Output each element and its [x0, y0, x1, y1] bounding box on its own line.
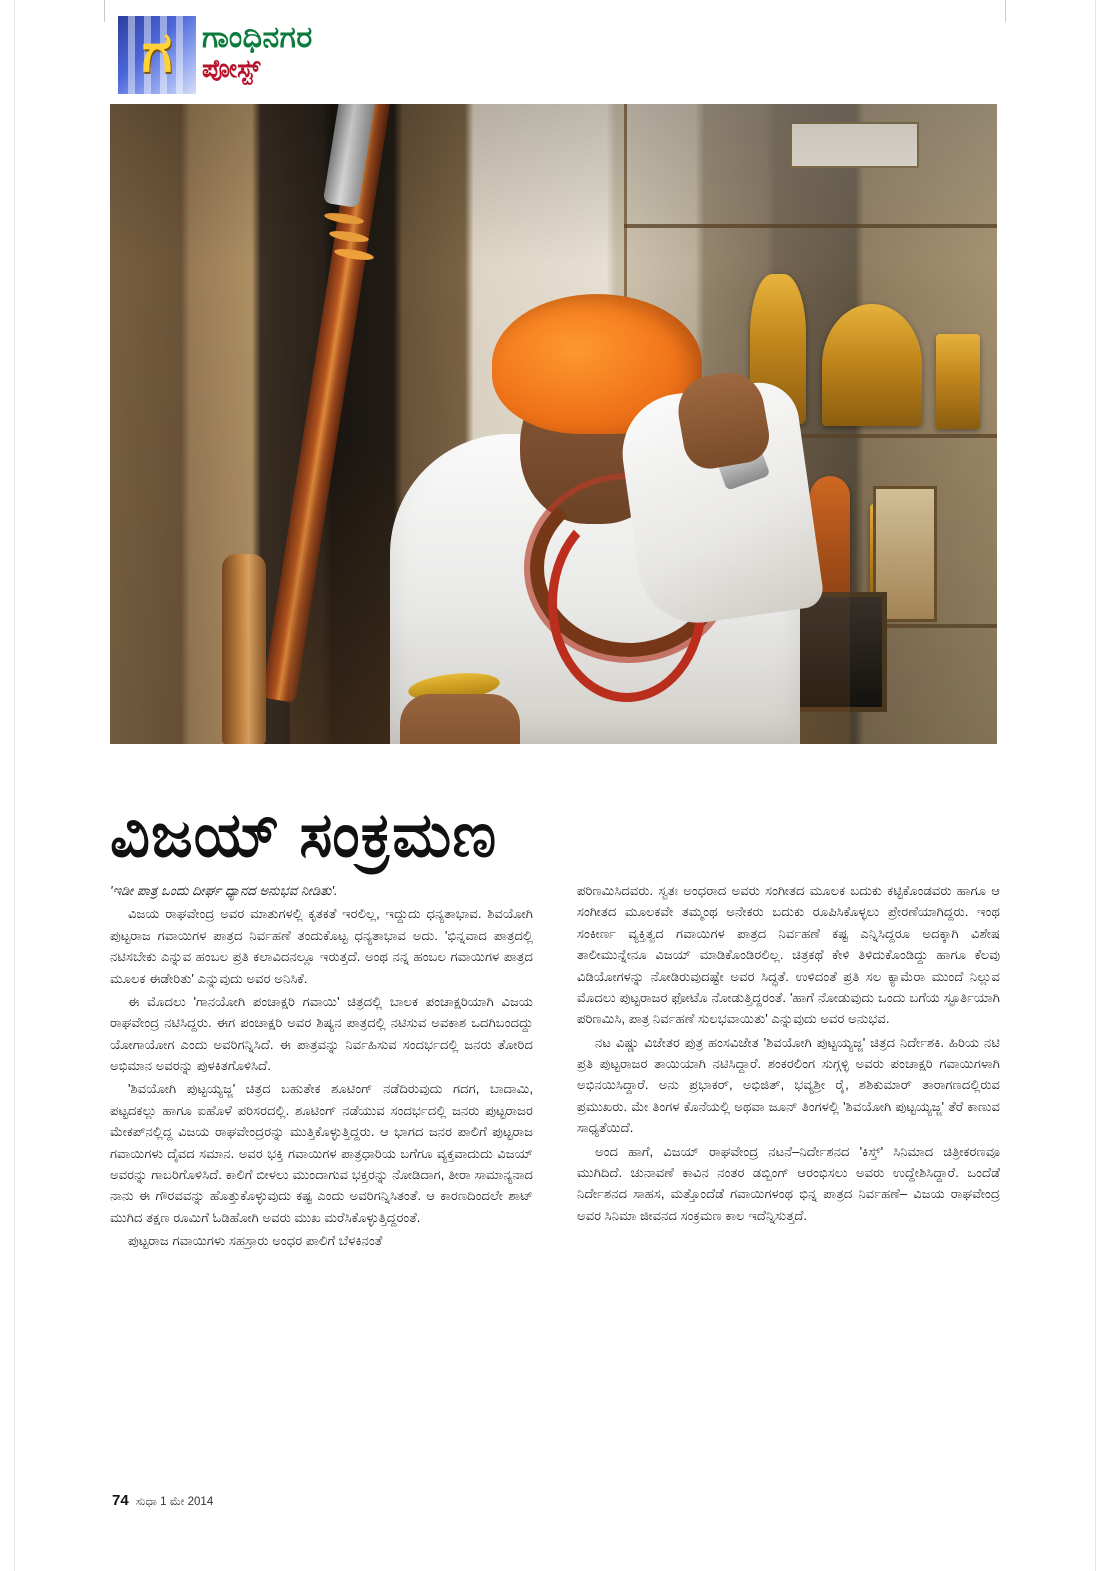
issue-date: ಸುಧಾ 1 ಮೇ 2014: [135, 1496, 214, 1508]
page-number: 74: [112, 1492, 129, 1509]
article-paragraph: ಪುಟ್ಟರಾಜ ಗವಾಯಿಗಳು ಸಹಸ್ರಾರು ಅಂಧರ ಪಾಲಿಗೆ ಬೆಳಕಿನಂತೆ: [128, 1233, 383, 1248]
article-paragraph: 'ಇಡೀ ಪಾತ್ರ ಒಂದು ದೀರ್ಘ ಧ್ಯಾನದ ಅನುಭವ ನೀಡಿತು'.: [110, 883, 338, 898]
crop-mark: [1005, 0, 1006, 22]
page-footer: [112, 1492, 213, 1509]
masthead-title-line2: ಪೋಸ್ಟ್: [202, 54, 261, 83]
magazine-logo-icon: [118, 16, 196, 94]
article-paragraph: ಪರಿಣಮಿಸಿದವರು. ಸ್ವತಃ ಅಂಧರಾದ ಅವರು ಸಂಗೀತದ ಮೂಲಕ ಬದುಕು ಕಟ್ಟಿಕೊಂಡವರು ಹಾಗೂ ಆ ಸಂಗೀತದ ಮೂಲಕವೇ ತಮ್ಮಂಥ ಅನೇಕರು ಬದುಕು ರೂಪಿಸಿಕೊಳ್ಳಲು ಪ್ರೇರಣೆಯಾಗಿದ್ದರು. ಇಂಥ ಸಂಕೀರ್ಣ ವ್ಯಕ್ತಿತ್ವದ ಗವಾಯಿಗಳ ಪಾತ್ರದ ನಿರ್ವಹಣೆ ಕಷ್ಟ ಎನ್ನಿಸಿದ್ದರೂ ಅದಕ್ಕಾಗಿ ವಿಶೇಷ ತಾಲೀಮುನ್ನೇನೂ ವಿಜಯ್ ಮಾಡಿಕೊಂಡಿರಲಿಲ್ಲ. ಚಿತ್ರಕಥೆ ಕೇಳಿ ತಿಳಿದುಕೊಂಡಿದ್ದು ಹಾಗೂ ಕೆಲವು ವಿಡಿಯೋಗಳನ್ನು ನೋಡಿರುವುದಷ್ಟೇ ಅವರ ಸಿದ್ಧತೆ. ಉಳಿದಂತೆ ಪ್ರತಿ ಸಲ ಕ್ಯಾಮೆರಾ ಮುಂದೆ ನಿಲ್ಲುವ ಮೊದಲು ಪುಟ್ಟರಾಜರ ಫೋಟೊ ನೋಡುತ್ತಿದ್ದರಂತೆ. 'ಹಾಗೆ ನೋಡುವುದು ಒಂದು ಬಗೆಯ ಸ್ಫೂರ್ತಿಯಾಗಿ ಪರಿಣಮಿಸಿ, ಪಾತ್ರ ನಿರ್ವಹಣೆ ಸುಲಭವಾಯಿತು' ಎನ್ನುವುದು ಅವರ ಅನುಭವ.: [577, 883, 1000, 1027]
article-paragraph: ಅಂದ ಹಾಗೆ, ವಿಜಯ್ ರಾಘವೇಂದ್ರ ನಟನೆ–ನಿರ್ದೇಶನದ 'ಕಿಸ್ತ್' ಸಿನಿಮಾದ ಚಿತ್ರೀಕರಣವೂ ಮುಗಿದಿದೆ. ಚುನಾವಣೆ ಕಾವಿನ ನಂತರ ಡಬ್ಬಿಂಗ್ ಆರಂಭಿಸಲು ಅವರು ಉದ್ದೇಶಿಸಿದ್ದಾರೆ. ಒಂದೆಡೆ ನಿರ್ದೇಶನದ ಸಾಹಸ, ಮತ್ತೊಂದೆಡೆ ಗವಾಯಿಗಳಂಥ ಭಿನ್ನ ಪಾತ್ರದ ನಿರ್ವಹಣೆ– ವಿಜಯ ರಾಘವೇಂದ್ರ ಅವರ ಸಿನಿಮಾ ಜೀವನದ ಸಂಕ್ರಮಣ ಕಾಲ ಇದೆನ್ನಿಸುತ್ತದೆ.: [577, 1143, 1000, 1223]
feature-photo: [110, 104, 997, 744]
article-column-right: [577, 880, 1000, 1253]
page-right-margin: [1095, 0, 1110, 1571]
article-column-left: [110, 880, 533, 1253]
masthead: [110, 8, 410, 100]
crop-mark: [104, 0, 105, 22]
logo-glyph: ಗ: [141, 22, 173, 85]
masthead-title-line1: ಗಾಂಧಿನಗರ: [202, 21, 313, 54]
article-paragraph: ನಟ ವಿಷ್ಣು ವಿಜೇತರ ಪುತ್ರ ಹಂಸವಿಜೇತ 'ಶಿವಯೋಗಿ ಪುಟ್ಟಯ್ಯಜ್ಜ' ಚಿತ್ರದ ನಿರ್ದೇಶಕಿ. ಹಿರಿಯ ನಟಿ ಪ್ರತಿ ಪುಟ್ಟರಾಜರ ತಾಯಿಯಾಗಿ ನಟಿಸಿದ್ದಾರೆ. ಶಂಕರಲಿಂಗ ಸುಗ್ಗಳ್ಳಿ ಅವರು ಪಂಚಾಕ್ಷರಿ ಗವಾಯಿಗಳಾಗಿ ಅಭಿನಯಿಸಿದ್ದಾರೆ. ಅನು ಪ್ರಭಾಕರ್, ಅಭಿಜಿತ್, ಭವ್ಯಶ್ರೀ ರೈ, ಶಶಿಕುಮಾರ್ ತಾರಾಗಣದಲ್ಲಿರುವ ಪ್ರಮುಖರು. ಮೇ ತಿಂಗಳ ಕೊನೆಯಲ್ಲಿ ಅಥವಾ ಜೂನ್ ತಿಂಗಳಲ್ಲಿ 'ಶಿವಯೋಗಿ ಪುಟ್ಟಯ್ಯಜ್ಜ' ತೆರೆ ಕಾಣುವ ಸಾಧ್ಯತೆಯಿದೆ.: [577, 1034, 1000, 1136]
article-headline: ವಿಜಯ್ ಸಂಕ್ರಮಣ: [110, 800, 498, 870]
article-body: [110, 880, 1000, 1253]
photo-shadow-overlay: [110, 104, 997, 744]
article-paragraph: ವಿಜಯ ರಾಘವೇಂದ್ರ ಅವರ ಮಾತುಗಳಲ್ಲಿ ಕೃತಕತೆ ಇರಲಿಲ್ಲ, ಇದ್ದುದು ಧನ್ಯತಾಭಾವ. ಶಿವಯೋಗಿ ಪುಟ್ಟರಾಜ ಗವಾಯಿಗಳ ಪಾತ್ರದ ನಿರ್ವಹಣೆ ತಂದುಕೊಟ್ಟ ಧನ್ಯತಾಭಾವ ಅದು. 'ಭಿನ್ನವಾದ ಪಾತ್ರದಲ್ಲಿ ನಟಿಸಬೇಕು ಎನ್ನುವ ಹಂಬಲ ಪ್ರತಿ ಕಲಾವಿದನಲ್ಲೂ ಇರುತ್ತದೆ. ಅಂಥ ನನ್ನ ಹಂಬಲ ಗವಾಯಿಗಳ ಪಾತ್ರದ ಮೂಲಕ ಈಡೇರಿತು' ಎನ್ನುವುದು ಅವರ ಅನಿಸಿಕೆ.: [110, 906, 533, 986]
article-paragraph: ಈ ಮೊದಲು 'ಗಾನಯೋಗಿ ಪಂಚಾಕ್ಷರಿ ಗವಾಯಿ' ಚಿತ್ರದಲ್ಲಿ ಬಾಲಕ ಪಂಚಾಕ್ಷರಿಯಾಗಿ ವಿಜಯ ರಾಘವೇಂದ್ರ ನಟಿಸಿದ್ದರು. ಈಗ ಪಂಚಾಕ್ಷರಿ ಅವರ ಶಿಷ್ಯನ ಪಾತ್ರದಲ್ಲಿ ನಟಿಸುವ ಅವಕಾಶ ಒದಗಿಬಂದದ್ದು ಯೋಗಾಯೋಗ ಎಂದು ಅವರಿಗನ್ನಿಸಿದೆ. ಈ ಪಾತ್ರವನ್ನು ನಿರ್ವಹಿಸುವ ಸಂದರ್ಭದಲ್ಲಿ ಜನರು ತೋರಿದ ಅಭಿಮಾನ ಅವರನ್ನು ಪುಳಕಿತಗೊಳಿಸಿದೆ.: [110, 993, 533, 1073]
article-paragraph: 'ಶಿವಯೋಗಿ ಪುಟ್ಟಯ್ಯಜ್ಜ' ಚಿತ್ರದ ಬಹುತೇಕ ಶೂಟಿಂಗ್ ನಡೆದಿರುವುದು ಗದಗ, ಬಾದಾಮಿ, ಪಟ್ಟದಕಲ್ಲು ಹಾಗೂ ಐಹೊಳೆ ಪರಿಸರದಲ್ಲಿ. ಶೂಟಿಂಗ್ ನಡೆಯುವ ಸಂದರ್ಭದಲ್ಲಿ ಜನರು ಪುಟ್ಟರಾಜರ ಮೇಕಪ್‌ನಲ್ಲಿದ್ದ ವಿಜಯ ರಾಘವೇಂದ್ರರನ್ನು ಮುತ್ತಿಕೊಳ್ಳುತ್ತಿದ್ದರು. ಆ ಭಾಗದ ಜನರ ಪಾಲಿಗೆ ಪುಟ್ಟರಾಜ ಗವಾಯಿಗಳು ದೈವದ ಸಮಾನ. ಅವರ ಭಕ್ತಿ ಗವಾಯಿಗಳ ಪಾತ್ರಧಾರಿಯ ಬಗೆಗೂ ವ್ಯಕ್ತವಾದುದು ವಿಜಯ್ ಅವರನ್ನು ಗಾಬರಿಗೊಳಿಸಿದೆ. ಕಾಲಿಗೆ ಬೀಳಲು ಮುಂದಾಗುವ ಭಕ್ತರನ್ನು ನೋಡಿದಾಗ, ತೀರಾ ಸಾಮಾನ್ಯನಾದ ನಾನು ಈ ಗೌರವವನ್ನು ಹೊತ್ತುಕೊಳ್ಳುವುದು ಕಷ್ಟ ಎಂದು ಅವರಿಗನ್ನಿಸಿತಂತೆ. ಆ ಕಾರಣದಿಂದಲೇ ಶಾಟ್ ಮುಗಿದ ತಕ್ಷಣ ರೂಮಿಗೆ ಓಡಿಹೋಗಿ ಅವರು ಮುಖ ಮರೆಸಿಕೊಳ್ಳುತ್ತಿದ್ದರಂತೆ.: [110, 1081, 533, 1225]
masthead-title: [202, 22, 412, 82]
page-left-margin: [0, 0, 15, 1571]
